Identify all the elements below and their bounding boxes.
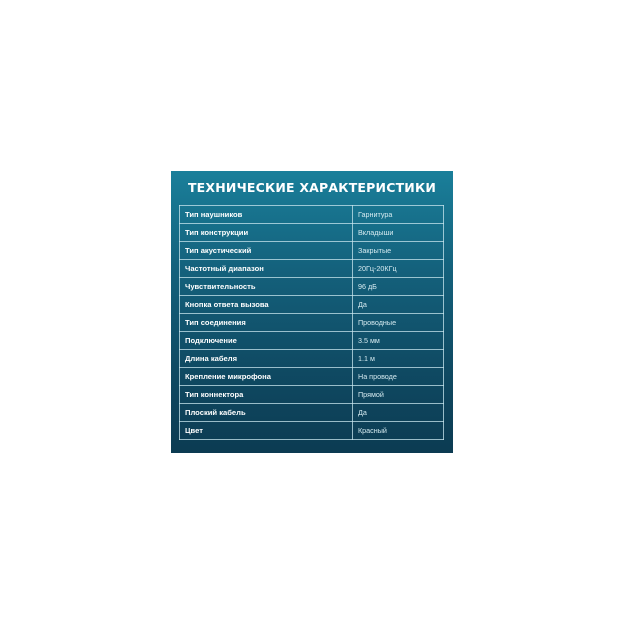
spec-value: 1.1 м	[353, 350, 444, 368]
spec-row-acoustic-type	[180, 242, 444, 260]
spec-row-connector-size	[180, 332, 444, 350]
spec-name: Тип коннектора	[180, 386, 353, 404]
spec-name: Чувствительность	[180, 278, 353, 296]
spec-row-frequency-range	[180, 260, 444, 278]
spec-value: Прямой	[353, 386, 444, 404]
spec-name: Плоский кабель	[180, 404, 353, 422]
spec-row-call-button	[180, 296, 444, 314]
spec-row-cable-length	[180, 350, 444, 368]
spec-name: Крепление микрофона	[180, 368, 353, 386]
spec-row-connector-type	[180, 386, 444, 404]
spec-value: Вкладыши	[353, 224, 444, 242]
spec-row-sensitivity	[180, 278, 444, 296]
spec-title: ТЕХНИЧЕСКИЕ ХАРАКТЕРИСТИКИ	[187, 180, 437, 195]
spec-row-color	[180, 422, 444, 440]
spec-value: Проводные	[353, 314, 444, 332]
spec-name: Тип соединения	[180, 314, 353, 332]
spec-name: Тип акустический	[180, 242, 353, 260]
spec-name: Подключение	[180, 332, 353, 350]
spec-value: Да	[353, 296, 444, 314]
spec-table	[179, 205, 444, 440]
spec-value: Красный	[353, 422, 444, 440]
spec-value: 20Гц-20КГц	[353, 260, 444, 278]
spec-row-connection-type	[180, 314, 444, 332]
spec-name: Частотный диапазон	[180, 260, 353, 278]
spec-value: Да	[353, 404, 444, 422]
spec-row-flat-cable	[180, 404, 444, 422]
spec-row-mic-mount	[180, 368, 444, 386]
spec-row-headphone-type	[180, 206, 444, 224]
spec-name: Тип конструкции	[180, 224, 353, 242]
spec-name: Длина кабеля	[180, 350, 353, 368]
spec-value: 96 дБ	[353, 278, 444, 296]
spec-name: Тип наушников	[180, 206, 353, 224]
spec-value: Закрытые	[353, 242, 444, 260]
spec-name: Цвет	[180, 422, 353, 440]
spec-name: Кнопка ответа вызова	[180, 296, 353, 314]
spec-value: Гарнитура	[353, 206, 444, 224]
spec-row-construction-type	[180, 224, 444, 242]
spec-value: На проводе	[353, 368, 444, 386]
spec-value: 3.5 мм	[353, 332, 444, 350]
spec-card	[171, 171, 453, 453]
